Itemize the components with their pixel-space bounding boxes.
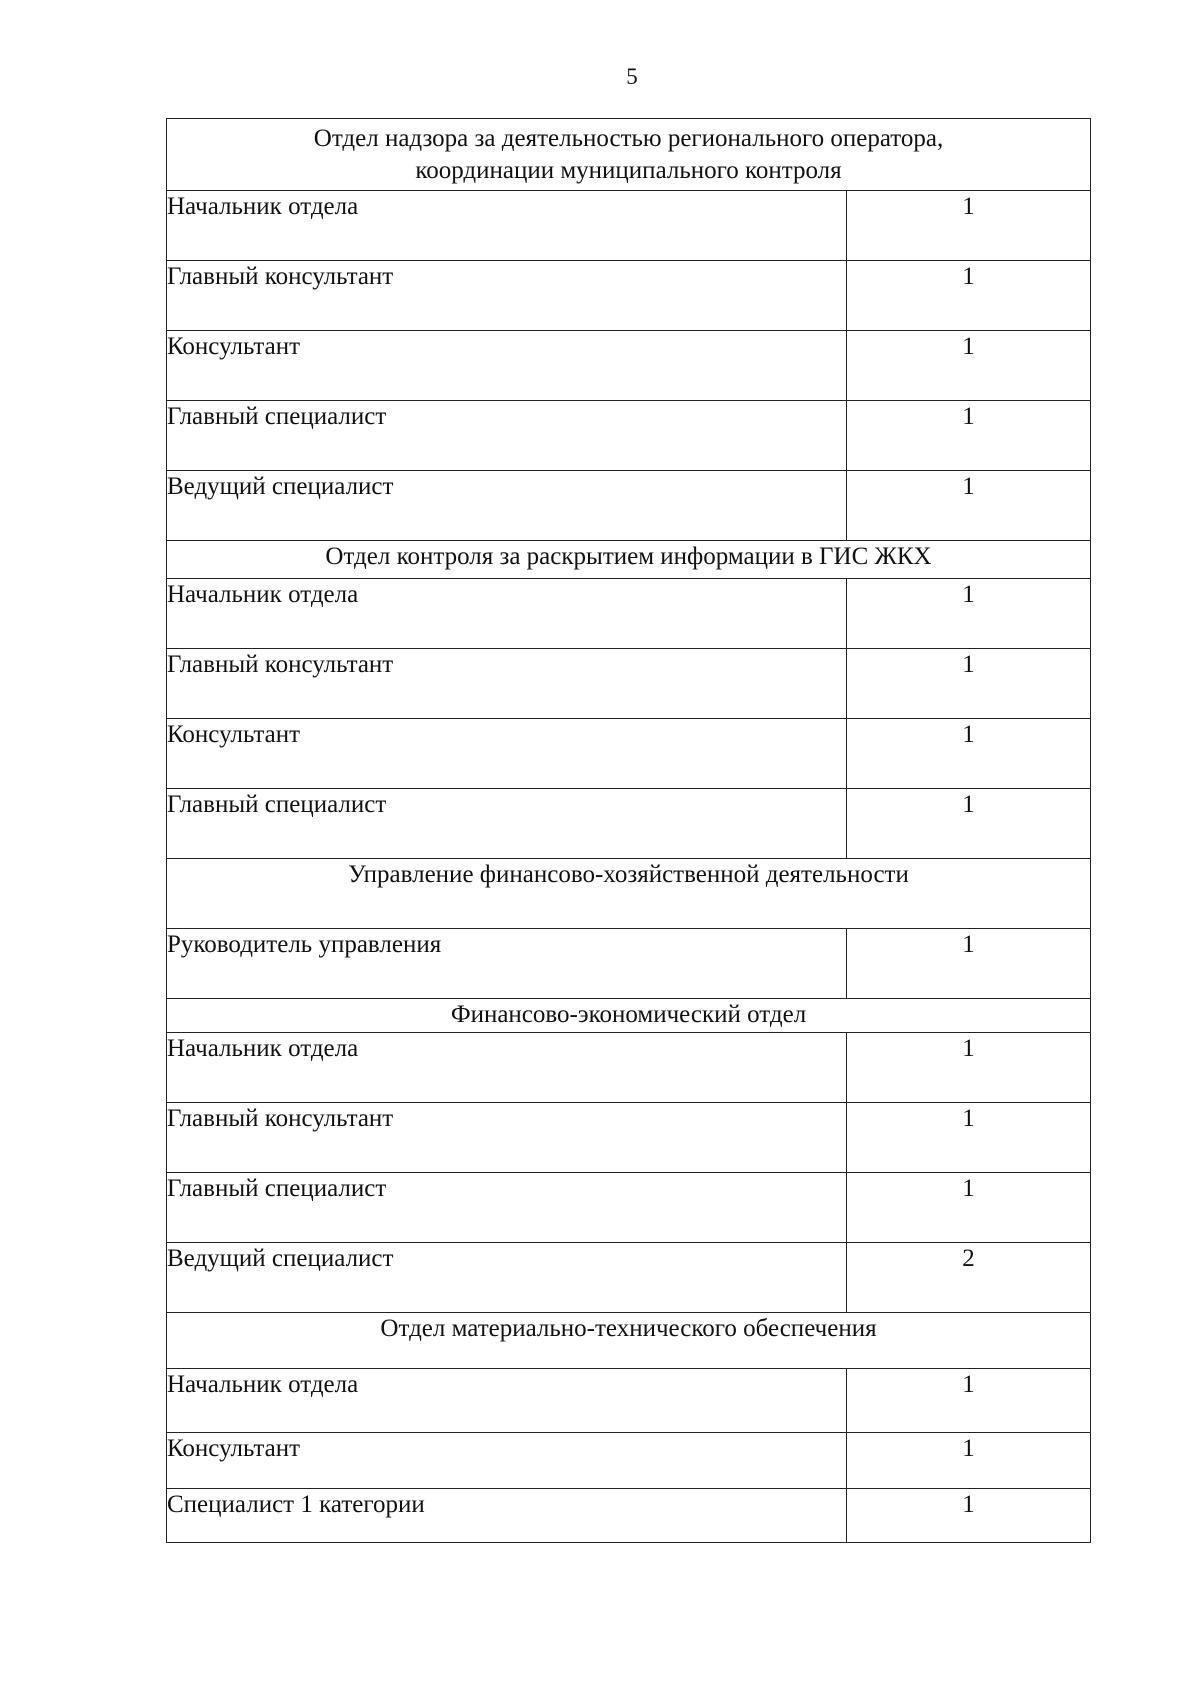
position-cell: Начальник отдела: [167, 1033, 847, 1103]
count-cell: 2: [847, 1243, 1091, 1313]
section-header-row: [167, 119, 1091, 191]
table-row: [167, 1033, 1091, 1103]
table-row: [167, 579, 1091, 649]
section-header-row: [167, 859, 1091, 929]
position-cell: Главный консультант: [167, 649, 847, 719]
section-header-row: [167, 541, 1091, 579]
count-cell: 1: [847, 789, 1091, 859]
count-cell: 1: [847, 1369, 1091, 1433]
section-title: [167, 1313, 1091, 1369]
table-row: [167, 929, 1091, 999]
section-title-line: Отдел материально-технического обеспечения: [380, 1315, 877, 1342]
table-row: [167, 471, 1091, 541]
table-row: [167, 331, 1091, 401]
section-header-row: [167, 999, 1091, 1033]
position-cell: Главный специалист: [167, 401, 847, 471]
table-row: [167, 1173, 1091, 1243]
position-cell: Ведущий специалист: [167, 1243, 847, 1313]
section-title-line: Управление финансово-хозяйственной деятельности: [348, 861, 909, 888]
table-row: [167, 261, 1091, 331]
table-row: [167, 1369, 1091, 1433]
count-cell: 1: [847, 1173, 1091, 1243]
section-title-line: Финансово-экономический отдел: [450, 1001, 807, 1028]
count-cell: 1: [847, 1103, 1091, 1173]
count-cell: 1: [847, 471, 1091, 541]
count-cell: 1: [847, 929, 1091, 999]
table-row: [167, 719, 1091, 789]
count-cell: 1: [847, 1033, 1091, 1103]
position-cell: Ведущий специалист: [167, 471, 847, 541]
position-cell: Главный специалист: [167, 1173, 847, 1243]
count-cell: 1: [847, 401, 1091, 471]
count-cell: 1: [847, 261, 1091, 331]
count-cell: 1: [847, 579, 1091, 649]
position-cell: Главный консультант: [167, 1103, 847, 1173]
position-cell: Начальник отдела: [167, 1369, 847, 1433]
page-number: 5: [626, 64, 638, 89]
position-cell: Консультант: [167, 719, 847, 789]
table-row: [167, 401, 1091, 471]
table-row: [167, 1243, 1091, 1313]
table-row: [167, 191, 1091, 261]
section-title-line: координации муниципального контроля: [415, 157, 842, 184]
position-cell: Начальник отдела: [167, 191, 847, 261]
count-cell: 1: [847, 649, 1091, 719]
section-title-line: Отдел контроля за раскрытием информации в ГИС ЖКХ: [325, 543, 932, 570]
table-row: [167, 1103, 1091, 1173]
position-cell: Консультант: [167, 1433, 847, 1489]
section-title: [167, 119, 1091, 191]
staffing-table: [166, 118, 1091, 1543]
section-title-line: Отдел надзора за деятельностью регионального оператора,: [313, 125, 944, 152]
position-cell: Консультант: [167, 331, 847, 401]
count-cell: 1: [847, 719, 1091, 789]
count-cell: 1: [847, 191, 1091, 261]
section-title: [167, 541, 1091, 579]
position-cell: Главный специалист: [167, 789, 847, 859]
table-row: [167, 1433, 1091, 1489]
position-cell: Специалист 1 категории: [167, 1489, 847, 1543]
position-cell: Начальник отдела: [167, 579, 847, 649]
position-cell: Главный консультант: [167, 261, 847, 331]
count-cell: 1: [847, 1489, 1091, 1543]
table-row: [167, 1489, 1091, 1543]
position-cell: Руководитель управления: [167, 929, 847, 999]
section-title: [167, 999, 1091, 1033]
section-header-row: [167, 1313, 1091, 1369]
table-row: [167, 789, 1091, 859]
table-row: [167, 649, 1091, 719]
section-title: [167, 859, 1091, 929]
count-cell: 1: [847, 331, 1091, 401]
count-cell: 1: [847, 1433, 1091, 1489]
